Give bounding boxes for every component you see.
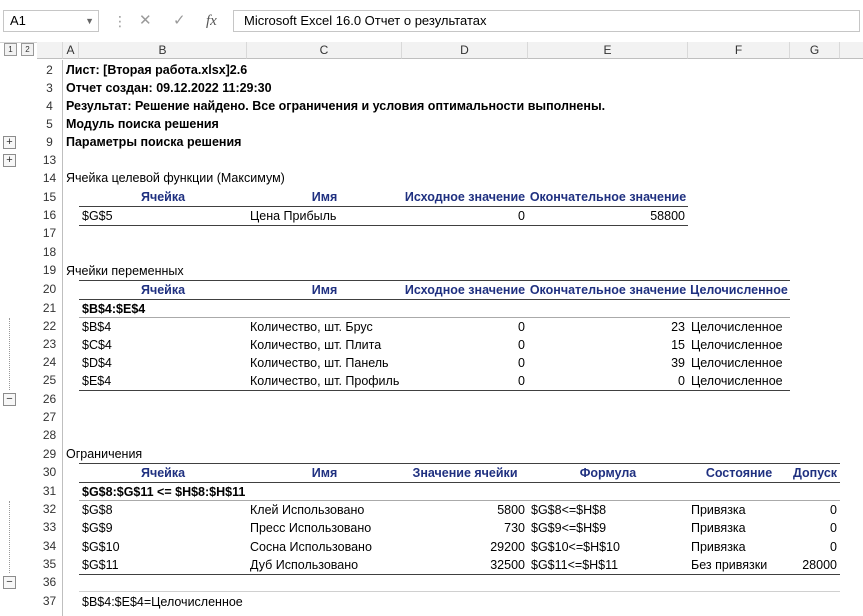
constraint-slack: 0 [830,540,837,554]
row-header[interactable]: 3 [37,79,63,97]
integer-constraint-note: $B$4:$E$4=Целочисленное [82,595,243,609]
report-engine: Модуль поиска решения [66,117,219,131]
constraint-value: 730 [504,521,525,535]
select-all-corner[interactable] [37,42,63,59]
objective-title: Ячейка целевой функции (Максимум) [66,171,285,185]
variable-original: 0 [518,356,525,370]
table-rule [79,591,840,592]
constraints-header-value: Значение ячейки [412,466,518,480]
constraint-value: 32500 [490,558,525,572]
variable-integer: Целочисленное [691,320,783,334]
row-header[interactable]: 4 [37,97,63,115]
column-header-g[interactable]: G [790,42,840,59]
row-header[interactable]: 26 [37,390,63,408]
name-box[interactable] [3,10,99,32]
constraint-cell: $G$8 [82,503,113,517]
constraint-formula: $G$9<=$H$9 [531,521,607,535]
constraint-slack: 0 [830,503,837,517]
variable-cell: $C$4 [82,338,112,352]
drag-handle-icon[interactable]: ⋮ [113,13,126,29]
variable-final: 39 [671,356,685,370]
row-header[interactable]: 17 [37,224,63,242]
row-header[interactable]: 21 [37,299,63,317]
report-params: Параметры поиска решения [66,135,242,149]
row-header[interactable]: 9 [37,133,63,151]
row-header[interactable]: 15 [37,188,63,206]
constraint-name: Дуб Использовано [250,558,359,572]
row-header[interactable]: 24 [37,353,63,371]
variable-name: Количество, шт. Панель [250,356,389,370]
constraint-name: Пресс Использовано [250,521,372,535]
row-header[interactable]: 2 [37,61,63,79]
row-header[interactable]: 5 [37,115,63,133]
constraint-formula: $G$8<=$H$8 [531,503,607,517]
variable-cell: $D$4 [82,356,112,370]
collapse-group-button[interactable]: − [3,576,16,589]
objective-cell: $G$5 [82,209,113,223]
constraint-cell: $G$11 [82,558,119,572]
column-header-a[interactable]: A [63,42,79,59]
variable-original: 0 [518,320,525,334]
variable-integer: Целочисленное [691,338,783,352]
objective-header-name: Имя [311,190,338,204]
variable-integer: Целочисленное [691,374,783,388]
row-header[interactable]: 27 [37,408,63,426]
constraints-header-name: Имя [311,466,338,480]
outline-group-line [9,318,11,390]
constraints-header-formula: Формула [579,466,637,480]
row-header[interactable]: 32 [37,500,63,518]
constraint-value: 29200 [490,540,525,554]
variable-name: Количество, шт. Брус [250,320,373,334]
variable-integer: Целочисленное [691,356,783,370]
variable-cell: $E$4 [82,374,112,388]
row-header[interactable]: 14 [37,169,63,187]
table-rule [79,299,790,300]
constraint-name: Сосна Использовано [250,540,372,554]
constraints-header-status: Состояние [705,466,773,480]
constraints-header-slack: Допуск [792,466,838,480]
cancel-icon[interactable]: ✕ [139,12,152,29]
variable-final: 15 [671,338,685,352]
name-box-value: A1 [10,13,26,28]
report-sheet: Лист: [Вторая работа.xlsx]2.6 [66,63,248,77]
variables-title: Ячейки переменных [66,264,184,278]
row-header[interactable]: 23 [37,335,63,353]
table-rule [79,225,688,226]
column-header-h[interactable] [840,42,863,59]
column-header-c[interactable]: C [247,42,402,59]
variable-original: 0 [518,374,525,388]
objective-final: 58800 [650,209,685,223]
variable-cell: $B$4 [82,320,112,334]
variables-header-original: Исходное значение [404,283,526,297]
column-header-e[interactable]: E [528,42,688,59]
variable-final: 0 [678,374,685,388]
constraint-formula: $G$10<=$H$10 [531,540,620,554]
table-rule [79,574,840,575]
enter-icon[interactable]: ✓ [173,12,186,29]
objective-header-final: Окончательное значение [529,190,687,204]
row-header[interactable]: 16 [37,206,63,224]
constraints-title: Ограничения [66,447,143,461]
objective-original: 0 [518,209,525,223]
row-header[interactable]: 37 [37,592,63,610]
row-header[interactable]: 20 [37,280,63,298]
variables-header-integer: Целочисленное [690,283,788,297]
variables-header-cell: Ячейка [140,283,186,297]
report-result: Результат: Решение найдено. Все ограничения и условия оптимальности выполнены. [66,99,606,113]
row-header[interactable]: 33 [37,518,63,536]
row-header[interactable]: 28 [37,426,63,444]
constraint-value: 5800 [497,503,525,517]
table-rule [79,390,790,391]
row-header[interactable]: 31 [37,482,63,500]
constraint-status: Без привязки [691,558,768,572]
variables-range: $B$4:$E$4 [82,302,146,316]
row-header[interactable]: 19 [37,261,63,279]
row-header[interactable]: 30 [37,463,63,481]
constraints-range: $G$8:$G$11 <= $H$8:$H$11 [82,485,246,499]
collapse-group-button[interactable]: − [3,393,16,406]
expand-group-button[interactable]: + [3,136,16,149]
objective-header-cell: Ячейка [140,190,186,204]
objective-name: Цена Прибыль [250,209,337,223]
outline-level-1-button[interactable]: 1 [4,43,17,56]
constraint-name: Клей Использовано [250,503,365,517]
variable-name: Количество, шт. Профиль [250,374,400,388]
row-header[interactable]: 22 [37,317,63,335]
column-header-f[interactable]: F [688,42,790,59]
chevron-down-icon[interactable]: ▼ [85,16,94,26]
constraint-status: Привязка [691,503,746,517]
variables-header-final: Окончательное значение [529,283,687,297]
column-header-d[interactable]: D [402,42,528,59]
insert-function-icon[interactable]: fx [206,13,217,29]
objective-header-original: Исходное значение [404,190,526,204]
constraints-header-cell: Ячейка [140,466,186,480]
formula-bar [0,0,863,43]
variable-original: 0 [518,338,525,352]
constraint-cell: $G$9 [82,521,113,535]
row-header[interactable]: 25 [37,371,63,389]
report-created: Отчет создан: 09.12.2022 11:29:30 [66,81,272,95]
row-header[interactable]: 29 [37,445,63,463]
outline-group-line [9,501,11,573]
row-header[interactable]: 13 [37,151,63,169]
constraint-status: Привязка [691,521,746,535]
row-header[interactable]: 35 [37,555,63,573]
variable-name: Количество, шт. Плита [250,338,382,352]
row-header[interactable]: 34 [37,537,63,555]
constraint-formula: $G$11<=$H$11 [531,558,619,572]
formula-input[interactable]: Microsoft Excel 16.0 Отчет о результатах [233,10,860,32]
outline-level-2-button[interactable]: 2 [21,43,34,56]
variables-header-name: Имя [311,283,338,297]
variable-final: 23 [671,320,685,334]
constraint-cell: $G$10 [82,540,120,554]
column-header-b[interactable]: B [79,42,247,59]
row-header[interactable]: 18 [37,243,63,261]
constraint-slack: 0 [830,521,837,535]
constraint-status: Привязка [691,540,746,554]
expand-group-button[interactable]: + [3,154,16,167]
constraint-slack: 28000 [802,558,837,572]
row-header[interactable]: 36 [37,573,63,591]
